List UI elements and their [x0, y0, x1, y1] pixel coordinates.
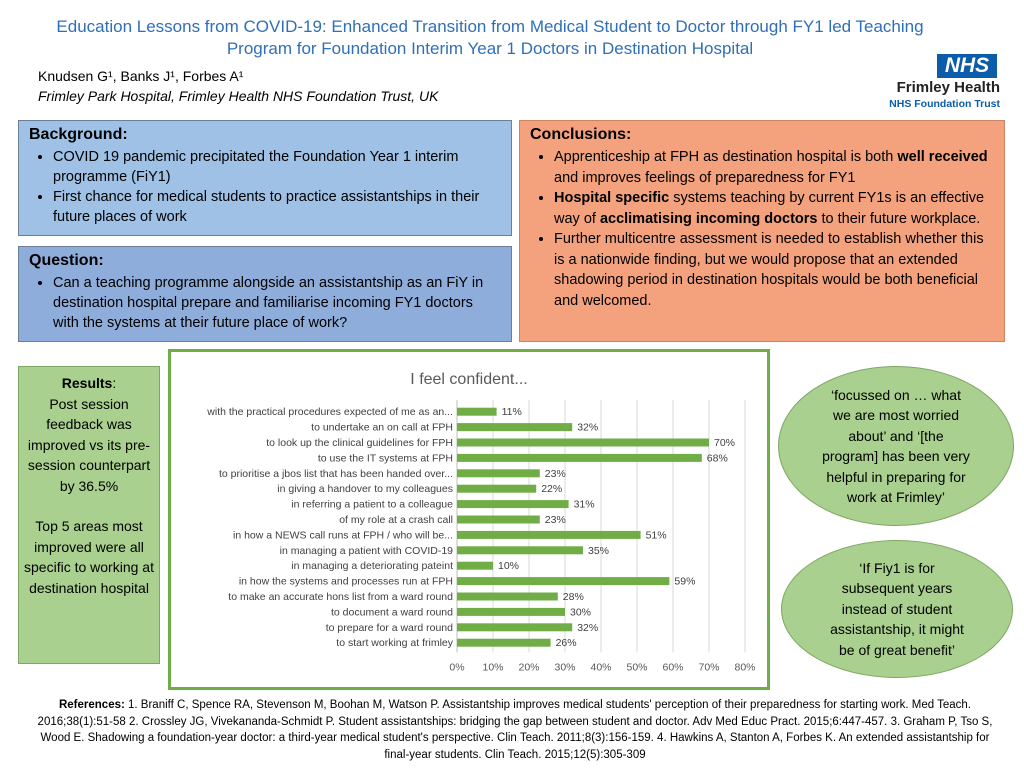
bar	[457, 531, 641, 539]
data-label: 23%	[544, 467, 566, 480]
results-text-1: Post session feedback was improved vs its pre-session counterpart by 36.5%	[27, 395, 151, 494]
conclusions-panel	[519, 120, 1005, 342]
x-tick-label: 10%	[482, 661, 504, 674]
category-label: in managing a patient with COVID-19	[279, 544, 453, 557]
background-heading: Background:	[29, 126, 128, 143]
background-item: • COVID 19 pandemic precipitated the Foundation Year 1 interim programme (FiY1)	[53, 147, 501, 187]
bar	[457, 639, 551, 647]
poster-title	[40, 16, 940, 60]
references-text: 1. Braniff C, Spence RA, Stevenson M, Boohan M, Watson P. Assistantship improves medical students' perception of their preparedness for starting work. Med Teach. 2016;38(1):51-58 2. Crossley JG, Vivekananda-Schmidt P. Student assistantships: bridging the gap between student and doctor. Adv Med Educ Pract. 2015;6:447-457. 3. Graham P, Tso S, Wood E. Shadowing a foundation-year doctor: a third-year medical student's perspective. Clin Teach. 2011;8(3):156-159. 4. Hawkins A, Stanton A, Forbes K. An extended assistantship for final-year students. Clin Teach. 2015;12(5):305-309	[37, 699, 993, 761]
bar	[457, 593, 558, 601]
bar	[457, 408, 497, 416]
category-label: in giving a handover to my colleagues	[277, 483, 453, 496]
category-label: in managing a deteriorating pateint	[291, 560, 453, 573]
conclusions-heading: Conclusions:	[530, 126, 632, 143]
category-label: to use the IT systems at FPH	[317, 452, 453, 465]
org-name: Frimley Health	[896, 79, 1000, 96]
bar	[457, 500, 569, 508]
conclusion-item: • Apprenticeship at FPH as destination hospital is both well received and improves feelings of preparedness for FY1	[554, 147, 994, 188]
x-tick-label: 40%	[590, 661, 612, 674]
bar	[457, 546, 583, 554]
category-label: to prepare for a ward round	[325, 621, 453, 634]
references-label: References:	[58, 699, 125, 711]
conclusion-item: • Further multicentre assessment is needed to establish whether this is a nationwide finding, but we would propose that an extended shadowing period in destination hospitals would be both beneficial and welcomed.	[554, 229, 994, 311]
background-panel	[18, 120, 512, 236]
authors: Knudsen G¹, Banks J¹, Forbes A¹	[38, 68, 244, 84]
bar	[457, 562, 493, 570]
data-label: 22%	[541, 483, 563, 496]
bar	[457, 485, 536, 493]
data-label: 11%	[501, 406, 522, 419]
results-heading: Results:	[61, 375, 117, 391]
data-label: 10%	[498, 560, 520, 573]
quote-bubble-1	[778, 366, 1014, 526]
category-label: with the practical procedures expected of me as an...	[207, 406, 453, 419]
question-panel	[18, 246, 512, 342]
x-tick-label: 50%	[626, 661, 648, 674]
chart-frame	[168, 349, 770, 690]
data-label: 31%	[573, 498, 595, 511]
affiliation: Frimley Park Hospital, Frimley Health NHS Foundation Trust, UK	[38, 88, 439, 104]
data-label: 32%	[577, 421, 599, 434]
x-tick-label: 60%	[662, 661, 684, 674]
title-line-1: Education Lessons from COVID-19: Enhanced Transition from Medical Student to Doctor through FY1 led Teaching	[56, 17, 924, 36]
category-label: to look up the clinical guidelines for FPH	[266, 437, 453, 449]
category-label: to make an accurate hons list from a ward round	[228, 591, 453, 603]
category-label: to undertake an on call at FPH	[311, 421, 453, 434]
conclusions-list	[530, 147, 994, 311]
data-label: 68%	[706, 452, 728, 465]
org-subtitle: NHS Foundation Trust	[889, 98, 1000, 110]
background-list	[29, 147, 501, 227]
data-label: 26%	[555, 637, 577, 650]
data-label: 59%	[674, 575, 696, 588]
data-label: 70%	[714, 437, 736, 449]
category-label: in how the systems and processes run at FPH	[238, 575, 453, 588]
bar	[457, 608, 565, 616]
chart-title: I feel confident...	[410, 371, 528, 388]
question-list	[29, 273, 501, 333]
data-label: 30%	[570, 606, 592, 619]
quote-text-2: ‘If Fiy1 is for subsequent years instead of student assistantship, it might be of great benefit’	[830, 559, 964, 658]
background-item: • First chance for medical students to practice assistantships in their future places of work	[53, 187, 501, 227]
bar	[457, 439, 709, 447]
question-heading: Question:	[29, 252, 104, 269]
x-tick-label: 70%	[698, 661, 720, 674]
data-label: 51%	[645, 529, 667, 542]
bar	[457, 577, 669, 585]
question-item: • Can a teaching programme alongside an assistantship as an FiY in destination hospital prepare and familiarise incoming FY1 doctors with the systems at their future place of work?	[53, 273, 501, 333]
bar	[457, 623, 572, 631]
conclusion-item: • Hospital specific systems teaching by current FY1s is an effective way of acclimatising incoming doctors to their future workplace.	[554, 188, 994, 229]
category-label: to prioritise a jbos list that has been handed over...	[218, 467, 453, 480]
bar	[457, 423, 572, 431]
category-label: in referring a patient to a colleague	[291, 498, 453, 511]
data-label: 23%	[544, 514, 566, 526]
data-label: 35%	[588, 544, 610, 557]
references	[30, 697, 1000, 763]
quote-text-1: ‘focussed on … what we are most worried about’ and ‘[the program] has been very helpful in preparing for work at Frimley’	[822, 386, 970, 505]
x-tick-label: 20%	[518, 661, 540, 674]
x-tick-label: 80%	[734, 661, 756, 674]
quote-bubble-2	[781, 540, 1013, 678]
data-label: 32%	[577, 621, 599, 634]
category-label: to start working at frimley	[336, 637, 453, 650]
bar	[457, 516, 540, 524]
x-tick-label: 0%	[449, 661, 465, 674]
bar	[457, 469, 540, 477]
category-label: of my role at a crash call	[339, 514, 453, 526]
x-tick-label: 30%	[554, 661, 576, 674]
data-label: 28%	[562, 591, 584, 603]
nhs-logo: NHS	[937, 54, 997, 78]
bar	[457, 454, 702, 462]
confidence-bar-chart	[171, 352, 767, 687]
results-panel	[18, 366, 160, 664]
category-label: to document a ward round	[331, 606, 453, 619]
title-line-2: Program for Foundation Interim Year 1 Doctors in Destination Hospital	[226, 39, 754, 58]
category-label: in how a NEWS call runs at FPH / who will be...	[233, 529, 453, 542]
results-text-2: Top 5 areas most improved were all specific to working at destination hospital	[24, 518, 154, 596]
